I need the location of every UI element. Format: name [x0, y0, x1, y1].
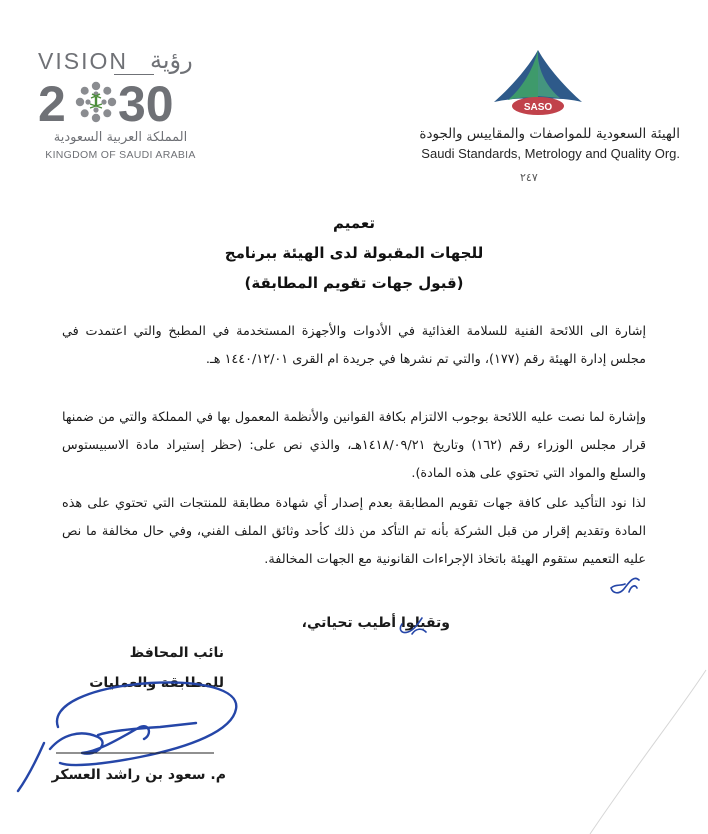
closing-greeting: وتقبلوا أطيب تحياتي، — [301, 615, 450, 631]
body-paragraph-2: وإشارة لما نصت عليه اللائحة بوجوب الالتزام بكافة القوانين والأنظمة المعمول بها في المملكة والتي من ضمنها قرار مجلس الوزراء رقم (١٦٢) وتاريخ ١٤١٨/٠٩/٢١هـ، والذي نص على: (حظر إستيراد مادة الاسبيستوس والسلع والمواد التي تحتوي على هذه المادة). — [62, 410, 646, 481]
memo-subtitle: للجهات المقبولة لدى الهيئة ببرنامج — [224, 244, 484, 262]
reference-number: ٢٤٧ — [520, 171, 538, 184]
memo-program-name: (قبول جهات تقويم المطابقة) — [244, 274, 464, 292]
saso-logo-icon — [488, 48, 588, 118]
signatory-name: م. سعود بن راشد العسكر — [51, 767, 226, 783]
signatory-title: نائب المحافظ — [129, 645, 224, 661]
vision-word: VISION — [38, 48, 128, 74]
memo-title: تعميم — [332, 214, 376, 232]
saso-name-arabic: الهيئة السعودية للمواصفات والمقاييس والجودة — [419, 126, 680, 142]
vision-2030-logo — [38, 46, 203, 164]
body-paragraph-1: إشارة الى اللائحة الفنية للسلامة الغذائية في الأدوات والأجهزة المستخدمة في المطبخ والتي اعتمدت في مجلس إدارة الهيئة رقم (١٧٧)، والتي تم نشرها في جريدة ام القرى ١٤٤٠/١٢/٠١ هـ. — [62, 324, 646, 367]
vision-divider — [114, 74, 154, 75]
vision-arabic-word: رؤية — [150, 46, 193, 74]
handwritten-initial-icon — [605, 572, 645, 598]
signatory-department: للمطابقة والعمليات — [89, 675, 224, 691]
year-2030-mark — [38, 79, 203, 125]
year-digits-30: 30 — [118, 79, 174, 125]
palm-swords-emblem-icon — [90, 94, 102, 108]
kingdom-name-arabic: المملكة العربية السعودية — [53, 130, 188, 145]
emblem-flower-icon — [76, 82, 116, 122]
body-paragraph-3: لذا نود التأكيد على كافة جهات تقويم المطابقة بعدم إصدار أي شهادة مطابقة للمنتجات التي تحتوي على هذه المادة وتقديم إقرار من قبل الشركة بأنه تم التأكد من ذلك كأحد وثائق الملف الفني، وفي حال مخالفة ما نص عليه التعميم ستقوم الهيئة باتخاذ الإجراءات القانونية مع الجهات المخالفة. — [62, 496, 646, 567]
kingdom-name-english: KINGDOM OF SAUDI ARABIA — [45, 149, 196, 161]
page-scan-edge — [530, 630, 708, 834]
handwritten-initial-icon — [392, 612, 432, 638]
saso-name-english: Saudi Standards, Metrology and Quality Org. — [421, 146, 680, 161]
year-digit-2: 2 — [38, 79, 66, 125]
saso-badge-text: SASO — [523, 102, 553, 113]
